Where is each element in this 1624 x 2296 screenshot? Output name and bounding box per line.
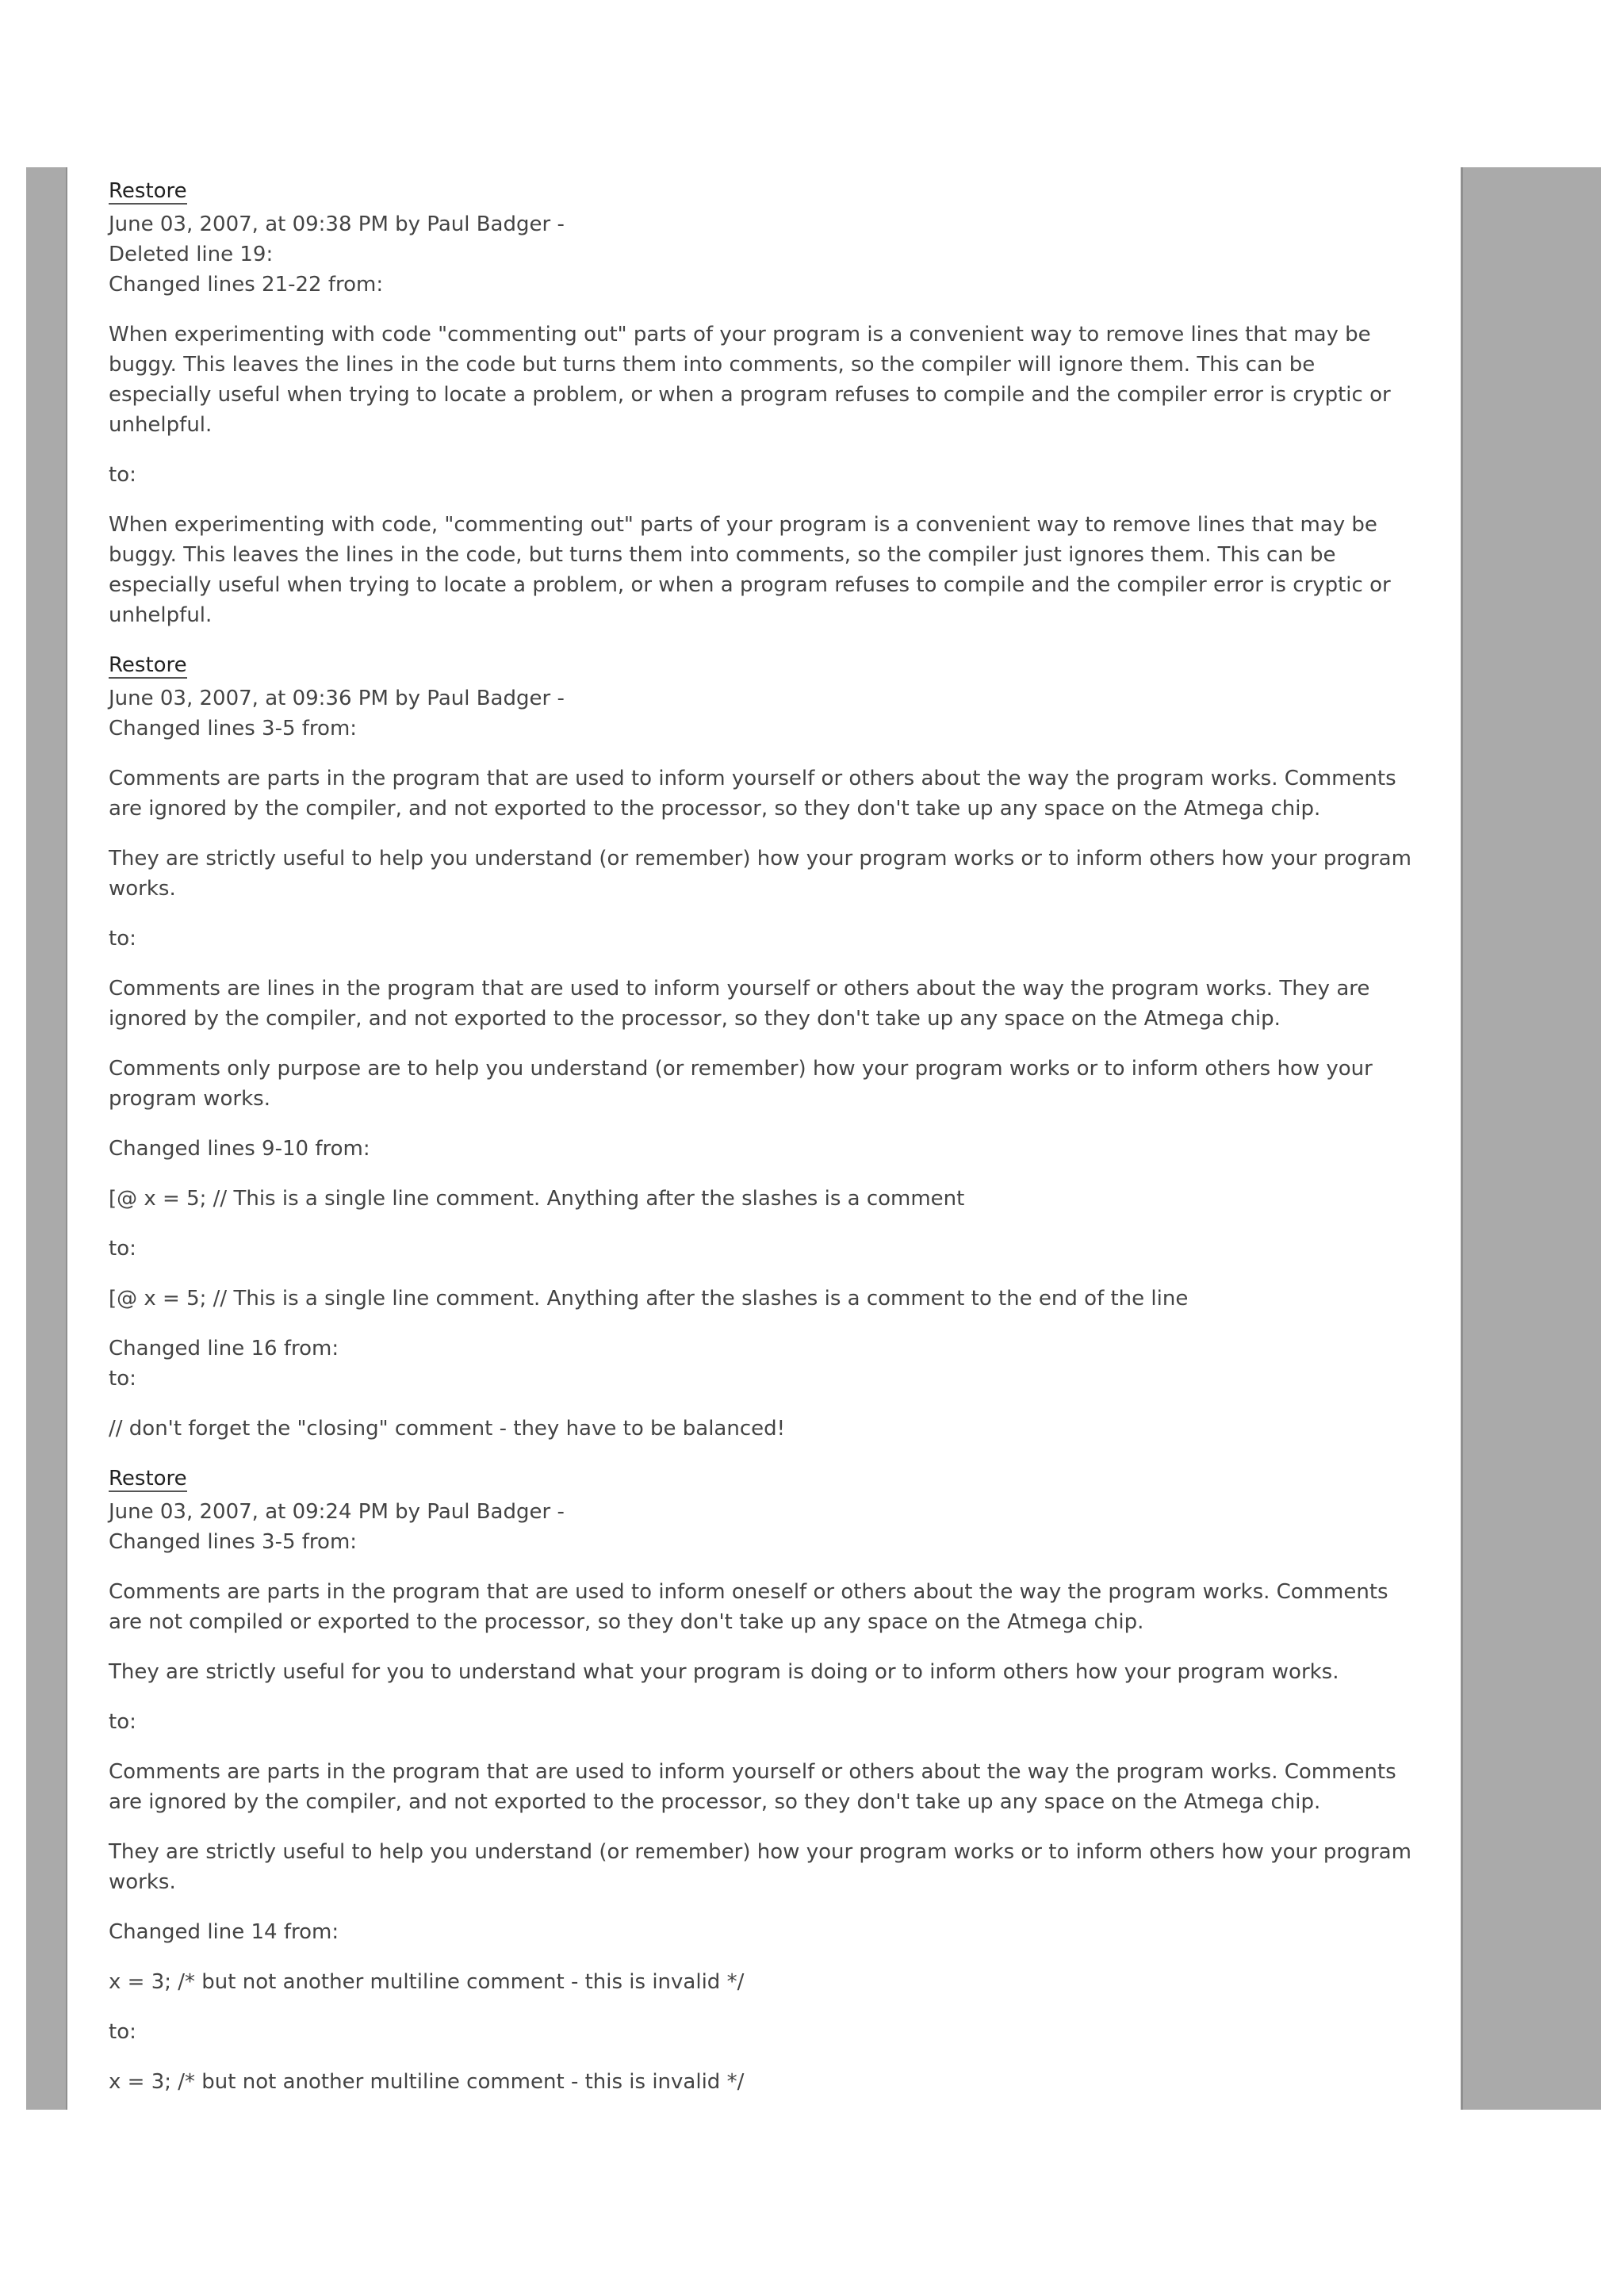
history-entry: [109, 176, 1417, 630]
diff-text: When experimenting with code "commenting out" parts of your program is a convenient way to remove lines that may be buggy. This leaves the lines in the code but turns them into comments, so the compiler will ignore them. This can be especially useful when trying to locate a problem, or when a program refuses to compile and the compiler error is cryptic or unhelpful.: [109, 323, 1391, 437]
diff-code: // don't forget the "closing" comment - they have to be balanced!: [109, 1417, 786, 1441]
diff-label: to:: [109, 2020, 136, 2044]
diff-code: x = 3; /* but not another multiline comment - this is invalid */: [109, 2070, 745, 2094]
diff-text: They are strictly useful for you to understand what your program is doing or to inform others how your program works.: [109, 1660, 1339, 1684]
revision-meta: June 03, 2007, at 09:38 PM by Paul Badger -: [109, 212, 565, 236]
revision-meta: June 03, 2007, at 09:36 PM by Paul Badger -: [109, 687, 565, 710]
revision-meta: June 03, 2007, at 09:24 PM by Paul Badger -: [109, 1500, 565, 1524]
diff-text: Comments are parts in the program that are used to inform oneself or others about the way the program works. Comments are not compiled or exported to the processor, so they don't take up any space on the Atmega chip.: [109, 1580, 1388, 1634]
diff-header: Changed line 16 from: to:: [109, 1337, 339, 1391]
diff-code: [@ x = 5; // This is a single line comment. Anything after the slashes is a comment: [109, 1187, 965, 1211]
diff-text: They are strictly useful to help you understand (or remember) how your program works or to inform others how your program works.: [109, 1840, 1411, 1894]
restore-link[interactable]: Restore: [109, 1467, 187, 1490]
page-history-content: [109, 176, 1417, 2117]
diff-header: Deleted line 19:: [109, 243, 274, 266]
history-entry: [109, 1464, 1417, 2097]
diff-header: Changed lines 3-5 from:: [109, 717, 358, 740]
diff-code: x = 3; /* but not another multiline comment - this is invalid */: [109, 1970, 745, 1994]
right-sidebar-bar: [1461, 167, 1601, 2110]
history-entry: [109, 650, 1417, 1444]
diff-text: Comments are parts in the program that are used to inform yourself or others about the way the program works. Comments are ignored by the compiler, and not exported to the processor, so they don't take up any space on the Atmega chip.: [109, 767, 1396, 821]
diff-text: They are strictly useful to help you understand (or remember) how your program works or to inform others how your program works.: [109, 847, 1411, 901]
left-sidebar-bar: [26, 167, 67, 2110]
diff-header: Changed line 14 from:: [109, 1920, 339, 1944]
diff-label: to:: [109, 1237, 136, 1261]
diff-label: to:: [109, 463, 136, 487]
restore-link[interactable]: Restore: [109, 179, 187, 203]
diff-label: to:: [109, 1710, 136, 1734]
diff-text: Comments only purpose are to help you understand (or remember) how your program works or to inform others how your program works.: [109, 1057, 1373, 1111]
restore-link[interactable]: Restore: [109, 653, 187, 677]
diff-text: Comments are lines in the program that are used to inform yourself or others about the way the program works. They are ignored by the compiler, and not exported to the processor, so they don't take up any space on the Atmega chip.: [109, 977, 1370, 1031]
diff-header: Changed lines 3-5 from:: [109, 1530, 358, 1554]
diff-text: Comments are parts in the program that are used to inform yourself or others about the way the program works. Comments are ignored by the compiler, and not exported to the processor, so they don't take up any space on the Atmega chip.: [109, 1760, 1396, 1814]
diff-header: Changed lines 9-10 from:: [109, 1137, 370, 1161]
diff-code: [@ x = 5; // This is a single line comment. Anything after the slashes is a comment to the end of the line: [109, 1287, 1189, 1311]
diff-label: to:: [109, 927, 136, 951]
diff-text: When experimenting with code, "commenting out" parts of your program is a convenient way to remove lines that may be buggy. This leaves the lines in the code, but turns them into comments, so the compiler just ignores them. This can be especially useful when trying to locate a problem, or when a program refuses to compile and the compiler error is cryptic or unhelpful.: [109, 513, 1391, 627]
diff-header: Changed lines 21-22 from:: [109, 273, 384, 297]
